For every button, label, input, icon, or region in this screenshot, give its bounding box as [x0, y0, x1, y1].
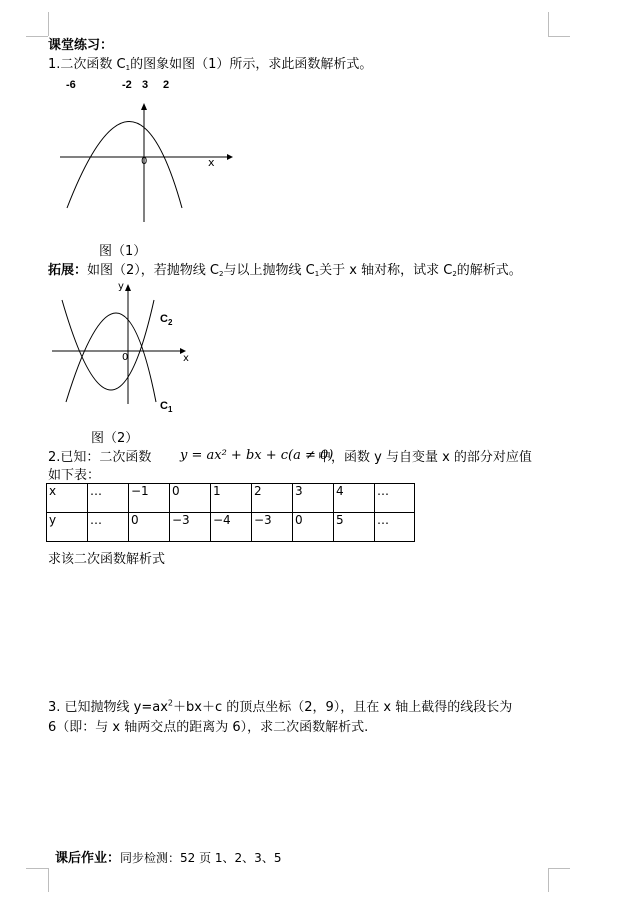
- fig2-c1-label: $C_1$: [160, 400, 173, 415]
- question-2-line2: 如下表：: [48, 468, 101, 483]
- table-cell: …: [88, 513, 129, 542]
- crop-mark: [48, 868, 49, 892]
- table-cell: 0: [129, 513, 170, 542]
- fig2-x-label: x: [183, 353, 189, 364]
- table-cell: 2: [252, 484, 293, 513]
- table-cell: 4: [334, 484, 375, 513]
- table-cell: …: [375, 513, 415, 542]
- table-cell: x: [47, 484, 88, 513]
- values-table: [46, 483, 415, 542]
- table-cell: …: [88, 484, 129, 513]
- table-cell: y: [47, 513, 88, 542]
- question-1-text: 1.二次函数 $C_1$的图象如图（1）所示，求此函数解析式。: [48, 57, 373, 72]
- question-2-formula: y = ax² + bx + c(a ≠ 0): [180, 448, 334, 463]
- section-title: 课堂练习：: [48, 38, 114, 53]
- fig1-tick-label: -2: [122, 79, 132, 91]
- table-cell: −4: [211, 513, 252, 542]
- table-row: [47, 484, 415, 513]
- question-2-pre: 2.已知：二次函数: [48, 450, 152, 465]
- table-cell: −1: [129, 484, 170, 513]
- table-row: [47, 513, 415, 542]
- fig2-c2-label: $C_2$: [160, 313, 173, 328]
- crop-mark: [48, 12, 49, 36]
- table-cell: −3: [252, 513, 293, 542]
- table-cell: …: [375, 484, 415, 513]
- table-cell: 0: [293, 513, 334, 542]
- fig2-y-label: y: [118, 281, 124, 292]
- table-cell: 3: [293, 484, 334, 513]
- table-cell: 0: [170, 484, 211, 513]
- table-cell: 1: [211, 484, 252, 513]
- fig2-caption: 图（2）: [91, 431, 139, 446]
- fig1-parabola: [67, 122, 182, 209]
- fig2-y-arrow: [125, 284, 131, 291]
- fig1-caption: 图（1）: [99, 244, 147, 259]
- fig1-origin-label: 0: [141, 156, 148, 167]
- fig1-tick-label: -6: [66, 79, 76, 91]
- question-3-line2: 6（即：与 x 轴两交点的距离为 6），求二次函数解析式.: [48, 720, 369, 735]
- fig2-parabola-c1: [62, 300, 154, 390]
- figure-2-graph: [48, 280, 198, 410]
- table-cell: −3: [170, 513, 211, 542]
- fig1-y-arrow: [141, 103, 147, 110]
- question-3-line1: 3. 已知抛物线 $y=ax^2+bx+c$ 的顶点坐标（2，9），且在 x 轴上截得的线段长为: [48, 698, 513, 715]
- crop-mark: [548, 36, 570, 37]
- crop-mark: [26, 36, 48, 37]
- question-2-post: 中，函数 y 与自变量 x 的部分对应值: [318, 450, 532, 465]
- fig2-parabola-c2: [66, 313, 156, 402]
- crop-mark: [548, 12, 549, 36]
- question-2-ask: 求该二次函数解析式: [48, 552, 166, 567]
- fig2-origin-label: 0: [122, 352, 129, 363]
- homework-line: 课后作业：同步检测：52 页 1、2、3、5: [55, 851, 282, 866]
- fig1-tick-label: 3: [142, 79, 149, 91]
- fig1-x-arrow: [227, 154, 233, 160]
- crop-mark: [548, 868, 549, 892]
- crop-mark: [548, 868, 570, 869]
- extension-text: 拓展：如图（2），若抛物线 $C_2$与以上抛物线 $C_1$关于 x 轴对称，试求 $C_2$的解析式。: [48, 263, 522, 278]
- table-cell: 5: [334, 513, 375, 542]
- crop-mark: [26, 868, 48, 869]
- fig1-x-label: x: [208, 156, 215, 169]
- fig1-tick-label: 2: [163, 79, 170, 91]
